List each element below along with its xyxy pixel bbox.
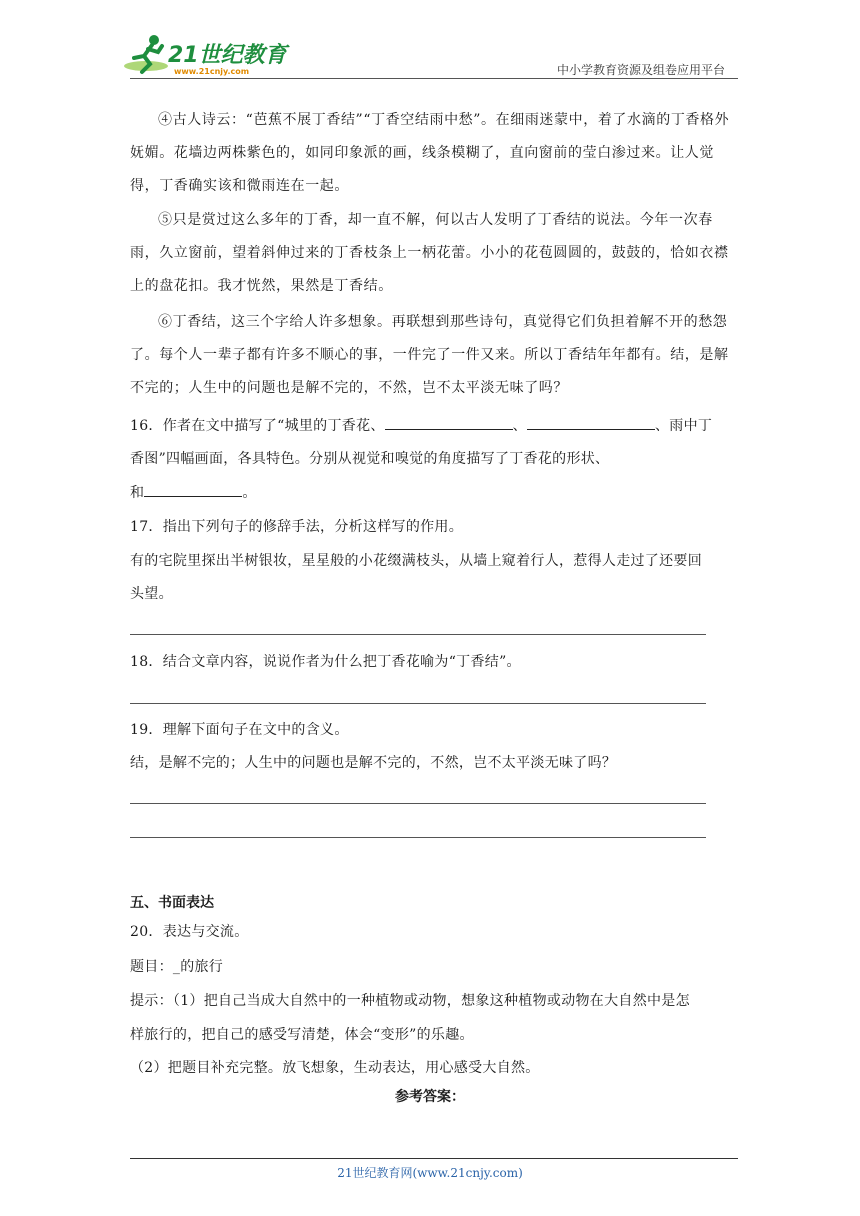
answer-blank-2[interactable] [527,415,655,430]
answer-line[interactable] [130,837,706,838]
question-16-text-d-post: 。 [242,485,257,501]
platform-name: 中小学教育资源及组卷应用平台 [556,63,725,77]
essay-topic: 题目：_的旅行 [130,959,224,975]
question-16-line-1 [130,410,730,443]
footer-link[interactable]: 21世纪教育网(www.21cnjy.com) [337,1166,523,1180]
question-16-text-c: 香图”四幅画面，各具特色。分别从视觉和嗅觉的角度描写了丁香花的形状、 [130,451,610,467]
answer-line[interactable] [130,803,706,804]
question-19-sentence: 结，是解不完的；人生中的问题也是解不完的，不然，岂不太平淡无味了吗？ [130,755,617,771]
runner-logo-icon [122,30,292,80]
paragraph-5: ⑤只是赏过这么多年的丁香，却一直不解，何以古人发明了丁香结的说法。今年一次春雨，久立窗前，望着斜伸过来的丁香枝条上一柄花蕾。小小的花苞圆圆的，鼓鼓的，恰如衣襟上的盘花扣。我才恍然，果然是丁香结。 [130,212,729,294]
question-17-sentence-2: 头望。 [130,586,173,602]
question-18: 18．结合文章内容，说说作者为什么把丁香花喻为“丁香结”。 [130,654,521,670]
header-divider [130,78,738,79]
question-16-text-a: 16．作者在文中描写了“城里的丁香花、 [130,418,385,434]
answer-line[interactable] [130,634,706,635]
question-16-sep: 、 [512,418,527,434]
paragraph-4: ④古人诗云：“芭蕉不展丁香结”“丁香空结雨中愁”。在细雨迷蒙中，着了水滴的丁香格外妩媚。花墙边两株紫色的，如同印象派的画，线条模糊了，直向窗前的莹白渗过来。让人觉得，丁香确实该和微雨连在一起。 [130,112,730,194]
logo-url: www.21cnjy.com [174,67,250,76]
answer-blank-3[interactable] [144,482,242,497]
answer-blank-1[interactable] [385,415,513,430]
question-16-text-d-pre: 和 [130,485,145,501]
question-16-line-3 [130,477,730,510]
section-title: 五、书面表达 [130,895,214,911]
question-19: 19．理解下面句子在文中的含义。 [130,722,349,738]
question-17: 17．指出下列句子的修辞手法，分析这样写的作用。 [130,519,464,535]
paragraph-6: ⑥丁香结，这三个字给人许多想象。再联想到那些诗句，真觉得它们负担着解不开的愁怨了。每个人一辈子都有许多不顺心的事，一件完了一件又来。所以丁香结年年都有。结，是解不完的；人生中的问题也是解不完的，不然，岂不太平淡无味了吗？ [130,314,729,396]
question-17-sentence-1: 有的宅院里探出半树银妆，星星般的小花缀满枝头，从墙上窥着行人，惹得人走过了还要回 [130,553,702,569]
logo [122,30,292,80]
essay-hint-3: （2）把题目补充完整。放飞想象，生动表达，用心感受大自然。 [130,1060,540,1076]
essay-hint-1: 提示：（1）把自己当成大自然中的一种植物或动物，想象这种植物或动物在大自然中是怎 [130,993,690,1009]
question-20: 20．表达与交流。 [130,924,249,940]
footer-divider [130,1158,738,1159]
logo-title: 21世纪教育 [168,43,287,68]
essay-hint-2: 样旅行的，把自己的感受写清楚，体会“变形”的乐趣。 [130,1027,474,1043]
reference-answer-title: 参考答案： [395,1089,465,1105]
answer-line[interactable] [130,703,706,704]
question-16-text-b: 、雨中丁 [654,418,713,434]
